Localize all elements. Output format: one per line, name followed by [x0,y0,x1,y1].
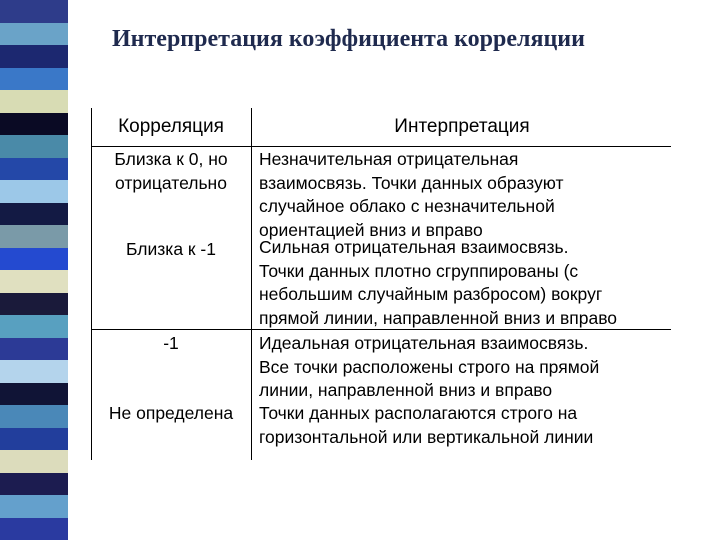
stripe-segment [0,315,68,338]
cell-line: Сильная отрицательная взаимосвязь. [259,237,569,257]
stripe-segment [0,270,68,293]
table-cell-correlation [92,332,250,356]
cell-line: Точки данных плотно сгруппированы (с [259,260,579,281]
table-column-divider [251,108,252,460]
table-header-divider [91,146,671,147]
stripe-segment [0,23,68,46]
cell-line: отрицательно [115,172,227,193]
cell-line: ориентацией вниз и вправо [259,220,483,241]
stripe-segment [0,68,68,91]
stripe-segment [0,225,68,248]
slide-title: Интерпретация коэффициента корреляции [112,26,585,52]
stripe-segment [0,428,68,451]
table-cell-correlation [92,148,250,195]
stripe-segment [0,405,68,428]
table-cell-interpretation [259,332,599,403]
column-header-correlation: Корреляция [118,116,224,137]
table-cell-interpretation [259,236,617,331]
cell-line: линии, направленной вниз и вправо [259,380,553,401]
stripe-segment [0,383,68,406]
cell-line: горизонтальной или вертикальной линии [259,426,594,447]
table-cell-correlation [92,238,250,262]
cell-line: взаимосвязь. Точки данных образуют [259,172,564,193]
stripe-segment [0,135,68,158]
decorative-stripe-bar [0,0,68,540]
cell-line: Близка к -1 [125,239,216,259]
stripe-segment [0,360,68,383]
stripe-segment [0,495,68,518]
cell-line: небольшим случайным разбросом) вокруг [259,284,603,305]
stripe-segment [0,203,68,226]
stripe-segment [0,293,68,316]
cell-line: Точки данных располагаются строго на [259,403,578,423]
stripe-segment [0,180,68,203]
cell-line: -1 [163,333,179,353]
column-header-interpretation: Интерпретация [394,116,530,137]
stripe-segment [0,338,68,361]
stripe-segment [0,90,68,113]
table-cell-interpretation [259,148,564,243]
stripe-segment [0,0,68,23]
stripe-segment [0,158,68,181]
cell-line: Близка к 0, но [114,149,228,169]
stripe-segment [0,450,68,473]
cell-line: Не определена [108,403,234,423]
table-cell-correlation [92,402,250,426]
cell-line: прямой линии, направленной вниз и вправо [259,308,618,329]
stripe-segment [0,248,68,271]
cell-line: случайное облако с незначительной [259,196,555,217]
stripe-segment [0,518,68,540]
table-cell-interpretation [259,402,593,449]
stripe-segment [0,45,68,68]
cell-line: Незначительная отрицательная [259,149,519,169]
cell-line: Идеальная отрицательная взаимосвязь. [259,333,589,353]
stripe-segment [0,473,68,496]
stripe-segment [0,113,68,136]
cell-line: Все точки расположены строго на прямой [259,356,600,377]
